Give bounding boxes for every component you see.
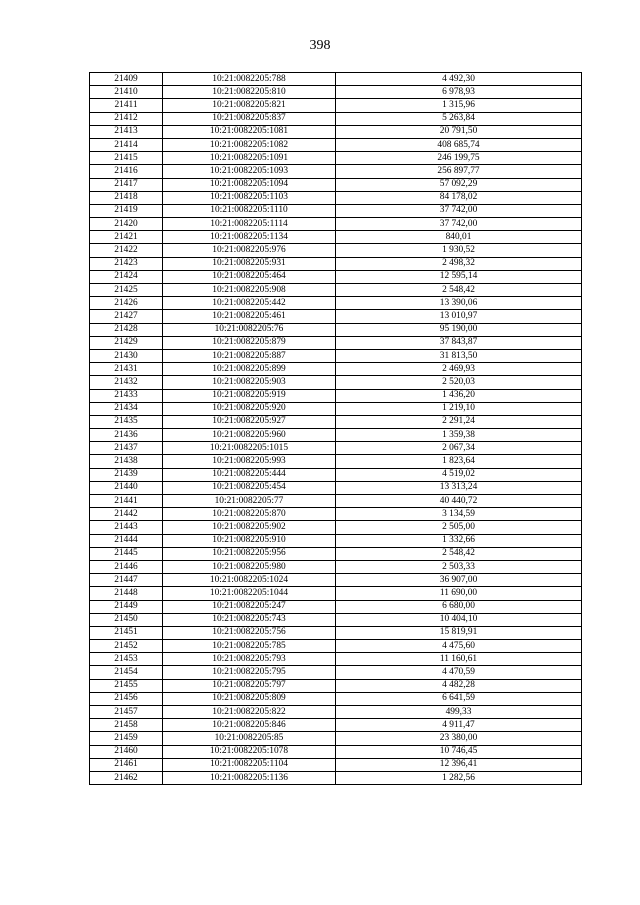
- row-number-cell: 21409: [90, 73, 163, 86]
- amount-cell: 2 067,34: [336, 442, 582, 455]
- cadastral-number-cell: 10:21:0082205:920: [163, 402, 336, 415]
- cadastral-number-cell: 10:21:0082205:931: [163, 257, 336, 270]
- row-number-cell: 21426: [90, 297, 163, 310]
- row-number-cell: 21444: [90, 534, 163, 547]
- amount-cell: 36 907,00: [336, 574, 582, 587]
- row-number-cell: 21441: [90, 495, 163, 508]
- row-number-cell: 21460: [90, 745, 163, 758]
- row-number-cell: 21417: [90, 178, 163, 191]
- table-row: [90, 73, 582, 86]
- cadastral-number-cell: 10:21:0082205:793: [163, 653, 336, 666]
- table-row: [90, 218, 582, 231]
- amount-cell: 1 823,64: [336, 455, 582, 468]
- row-number-cell: 21418: [90, 191, 163, 204]
- cadastral-number-cell: 10:21:0082205:785: [163, 640, 336, 653]
- table-row: [90, 534, 582, 547]
- table-row: [90, 336, 582, 349]
- amount-cell: 1 332,66: [336, 534, 582, 547]
- row-number-cell: 21411: [90, 99, 163, 112]
- row-number-cell: 21449: [90, 600, 163, 613]
- table-row: [90, 349, 582, 362]
- cadastral-number-cell: 10:21:0082205:1015: [163, 442, 336, 455]
- amount-cell: 1 930,52: [336, 244, 582, 257]
- cadastral-number-cell: 10:21:0082205:1024: [163, 574, 336, 587]
- amount-cell: 2 498,32: [336, 257, 582, 270]
- amount-cell: 2 505,00: [336, 521, 582, 534]
- row-number-cell: 21459: [90, 732, 163, 745]
- cadastral-number-cell: 10:21:0082205:743: [163, 613, 336, 626]
- cadastral-number-cell: 10:21:0082205:1114: [163, 218, 336, 231]
- table-row: [90, 468, 582, 481]
- cadastral-number-cell: 10:21:0082205:756: [163, 626, 336, 639]
- cadastral-number-cell: 10:21:0082205:810: [163, 86, 336, 99]
- amount-cell: 37 742,00: [336, 204, 582, 217]
- table-row: [90, 310, 582, 323]
- cadastral-number-cell: 10:21:0082205:76: [163, 323, 336, 336]
- table-row: [90, 771, 582, 784]
- table-row: [90, 112, 582, 125]
- amount-cell: 12 396,41: [336, 758, 582, 771]
- row-number-cell: 21428: [90, 323, 163, 336]
- amount-cell: 11 690,00: [336, 587, 582, 600]
- amount-cell: 499,33: [336, 706, 582, 719]
- amount-cell: 840,01: [336, 231, 582, 244]
- table-row: [90, 125, 582, 138]
- cadastral-number-cell: 10:21:0082205:809: [163, 692, 336, 705]
- amount-cell: 2 503,33: [336, 560, 582, 573]
- table-row: [90, 679, 582, 692]
- table-row: [90, 415, 582, 428]
- table-row: [90, 86, 582, 99]
- cadastral-number-cell: 10:21:0082205:1110: [163, 204, 336, 217]
- row-number-cell: 21412: [90, 112, 163, 125]
- amount-cell: 4 492,30: [336, 73, 582, 86]
- amount-cell: 1 359,38: [336, 429, 582, 442]
- table-row: [90, 600, 582, 613]
- cadastral-number-cell: 10:21:0082205:1134: [163, 231, 336, 244]
- cadastral-number-cell: 10:21:0082205:454: [163, 481, 336, 494]
- amount-cell: 2 548,42: [336, 284, 582, 297]
- amount-cell: 12 595,14: [336, 270, 582, 283]
- cadastral-number-cell: 10:21:0082205:879: [163, 336, 336, 349]
- table-row: [90, 574, 582, 587]
- cadastral-number-cell: 10:21:0082205:797: [163, 679, 336, 692]
- row-number-cell: 21442: [90, 508, 163, 521]
- amount-cell: 20 791,50: [336, 125, 582, 138]
- amount-cell: 4 475,60: [336, 640, 582, 653]
- cadastral-number-cell: 10:21:0082205:85: [163, 732, 336, 745]
- table-row: [90, 152, 582, 165]
- cadastral-number-cell: 10:21:0082205:956: [163, 547, 336, 560]
- amount-cell: 3 134,59: [336, 508, 582, 521]
- cadastral-number-cell: 10:21:0082205:1094: [163, 178, 336, 191]
- amount-cell: 31 813,50: [336, 349, 582, 362]
- row-number-cell: 21451: [90, 626, 163, 639]
- row-number-cell: 21431: [90, 363, 163, 376]
- table-row: [90, 363, 582, 376]
- row-number-cell: 21410: [90, 86, 163, 99]
- cadastral-number-cell: 10:21:0082205:899: [163, 363, 336, 376]
- cadastral-number-cell: 10:21:0082205:1091: [163, 152, 336, 165]
- cadastral-number-cell: 10:21:0082205:870: [163, 508, 336, 521]
- amount-cell: 23 380,00: [336, 732, 582, 745]
- table-row: [90, 508, 582, 521]
- row-number-cell: 21455: [90, 679, 163, 692]
- cadastral-number-cell: 10:21:0082205:1078: [163, 745, 336, 758]
- amount-cell: 1 436,20: [336, 389, 582, 402]
- row-number-cell: 21415: [90, 152, 163, 165]
- amount-cell: 11 160,61: [336, 653, 582, 666]
- row-number-cell: 21435: [90, 415, 163, 428]
- table-row: [90, 653, 582, 666]
- data-table: [89, 72, 582, 785]
- row-number-cell: 21423: [90, 257, 163, 270]
- cadastral-number-cell: 10:21:0082205:1044: [163, 587, 336, 600]
- row-number-cell: 21445: [90, 547, 163, 560]
- cadastral-number-cell: 10:21:0082205:1104: [163, 758, 336, 771]
- amount-cell: 10 746,45: [336, 745, 582, 758]
- table-row: [90, 587, 582, 600]
- cadastral-number-cell: 10:21:0082205:976: [163, 244, 336, 257]
- table-row: [90, 99, 582, 112]
- cadastral-number-cell: 10:21:0082205:927: [163, 415, 336, 428]
- amount-cell: 95 190,00: [336, 323, 582, 336]
- cadastral-number-cell: 10:21:0082205:1136: [163, 771, 336, 784]
- cadastral-number-cell: 10:21:0082205:464: [163, 270, 336, 283]
- cadastral-number-cell: 10:21:0082205:910: [163, 534, 336, 547]
- amount-cell: 4 482,28: [336, 679, 582, 692]
- table-row: [90, 402, 582, 415]
- row-number-cell: 21422: [90, 244, 163, 257]
- amount-cell: 6 680,00: [336, 600, 582, 613]
- table-row: [90, 323, 582, 336]
- table-row: [90, 165, 582, 178]
- row-number-cell: 21427: [90, 310, 163, 323]
- amount-cell: 1 315,96: [336, 99, 582, 112]
- cadastral-number-cell: 10:21:0082205:444: [163, 468, 336, 481]
- table-row: [90, 389, 582, 402]
- row-number-cell: 21413: [90, 125, 163, 138]
- row-number-cell: 21438: [90, 455, 163, 468]
- row-number-cell: 21433: [90, 389, 163, 402]
- row-number-cell: 21425: [90, 284, 163, 297]
- cadastral-number-cell: 10:21:0082205:795: [163, 666, 336, 679]
- amount-cell: 4 519,02: [336, 468, 582, 481]
- table-row: [90, 666, 582, 679]
- row-number-cell: 21446: [90, 560, 163, 573]
- row-number-cell: 21452: [90, 640, 163, 653]
- amount-cell: 84 178,02: [336, 191, 582, 204]
- table-row: [90, 376, 582, 389]
- cadastral-number-cell: 10:21:0082205:1082: [163, 138, 336, 151]
- row-number-cell: 21414: [90, 138, 163, 151]
- table-row: [90, 455, 582, 468]
- table-row: [90, 626, 582, 639]
- row-number-cell: 21461: [90, 758, 163, 771]
- table-row: [90, 204, 582, 217]
- row-number-cell: 21439: [90, 468, 163, 481]
- row-number-cell: 21443: [90, 521, 163, 534]
- table-row: [90, 547, 582, 560]
- table-row: [90, 138, 582, 151]
- cadastral-number-cell: 10:21:0082205:902: [163, 521, 336, 534]
- amount-cell: 2 291,24: [336, 415, 582, 428]
- row-number-cell: 21457: [90, 706, 163, 719]
- amount-cell: 37 843,87: [336, 336, 582, 349]
- row-number-cell: 21456: [90, 692, 163, 705]
- cadastral-number-cell: 10:21:0082205:461: [163, 310, 336, 323]
- table-row: [90, 178, 582, 191]
- cadastral-number-cell: 10:21:0082205:247: [163, 600, 336, 613]
- table-row: [90, 758, 582, 771]
- row-number-cell: 21462: [90, 771, 163, 784]
- amount-cell: 2 548,42: [336, 547, 582, 560]
- row-number-cell: 21447: [90, 574, 163, 587]
- page-number: 398: [309, 38, 331, 53]
- amount-cell: 246 199,75: [336, 152, 582, 165]
- cadastral-number-cell: 10:21:0082205:980: [163, 560, 336, 573]
- table-row: [90, 244, 582, 257]
- cadastral-number-cell: 10:21:0082205:908: [163, 284, 336, 297]
- row-number-cell: 21432: [90, 376, 163, 389]
- table-row: [90, 429, 582, 442]
- table-row: [90, 706, 582, 719]
- amount-cell: 5 263,84: [336, 112, 582, 125]
- row-number-cell: 21436: [90, 429, 163, 442]
- cadastral-number-cell: 10:21:0082205:77: [163, 495, 336, 508]
- table-row: [90, 481, 582, 494]
- table-row: [90, 692, 582, 705]
- amount-cell: 15 819,91: [336, 626, 582, 639]
- row-number-cell: 21421: [90, 231, 163, 244]
- cadastral-number-cell: 10:21:0082205:821: [163, 99, 336, 112]
- table-row: [90, 297, 582, 310]
- row-number-cell: 21450: [90, 613, 163, 626]
- amount-cell: 6 641,59: [336, 692, 582, 705]
- cadastral-number-cell: 10:21:0082205:1081: [163, 125, 336, 138]
- amount-cell: 37 742,00: [336, 218, 582, 231]
- amount-cell: 10 404,10: [336, 613, 582, 626]
- cadastral-number-cell: 10:21:0082205:1103: [163, 191, 336, 204]
- table-row: [90, 560, 582, 573]
- row-number-cell: 21453: [90, 653, 163, 666]
- cadastral-number-cell: 10:21:0082205:442: [163, 297, 336, 310]
- cadastral-number-cell: 10:21:0082205:993: [163, 455, 336, 468]
- row-number-cell: 21429: [90, 336, 163, 349]
- amount-cell: 13 390,06: [336, 297, 582, 310]
- row-number-cell: 21424: [90, 270, 163, 283]
- row-number-cell: 21448: [90, 587, 163, 600]
- amount-cell: 256 897,77: [336, 165, 582, 178]
- amount-cell: 2 520,03: [336, 376, 582, 389]
- row-number-cell: 21458: [90, 719, 163, 732]
- amount-cell: 4 911,47: [336, 719, 582, 732]
- amount-cell: 408 685,74: [336, 138, 582, 151]
- row-number-cell: 21437: [90, 442, 163, 455]
- amount-cell: 2 469,93: [336, 363, 582, 376]
- table-body: [90, 73, 582, 785]
- table-row: [90, 191, 582, 204]
- amount-cell: 13 010,97: [336, 310, 582, 323]
- cadastral-number-cell: 10:21:0082205:887: [163, 349, 336, 362]
- cadastral-number-cell: 10:21:0082205:960: [163, 429, 336, 442]
- table-row: [90, 284, 582, 297]
- table-row: [90, 613, 582, 626]
- row-number-cell: 21430: [90, 349, 163, 362]
- table-row: [90, 270, 582, 283]
- table-row: [90, 745, 582, 758]
- row-number-cell: 21440: [90, 481, 163, 494]
- table-row: [90, 231, 582, 244]
- table-row: [90, 719, 582, 732]
- amount-cell: 4 470,59: [336, 666, 582, 679]
- amount-cell: 1 282,56: [336, 771, 582, 784]
- row-number-cell: 21454: [90, 666, 163, 679]
- table-row: [90, 442, 582, 455]
- row-number-cell: 21420: [90, 218, 163, 231]
- table-row: [90, 732, 582, 745]
- cadastral-number-cell: 10:21:0082205:846: [163, 719, 336, 732]
- table-row: [90, 495, 582, 508]
- row-number-cell: 21434: [90, 402, 163, 415]
- amount-cell: 1 219,10: [336, 402, 582, 415]
- row-number-cell: 21416: [90, 165, 163, 178]
- cadastral-number-cell: 10:21:0082205:919: [163, 389, 336, 402]
- cadastral-number-cell: 10:21:0082205:822: [163, 706, 336, 719]
- cadastral-number-cell: 10:21:0082205:1093: [163, 165, 336, 178]
- amount-cell: 40 440,72: [336, 495, 582, 508]
- amount-cell: 13 313,24: [336, 481, 582, 494]
- cadastral-number-cell: 10:21:0082205:903: [163, 376, 336, 389]
- cadastral-number-cell: 10:21:0082205:837: [163, 112, 336, 125]
- cadastral-number-cell: 10:21:0082205:788: [163, 73, 336, 86]
- amount-cell: 57 092,29: [336, 178, 582, 191]
- table-row: [90, 521, 582, 534]
- row-number-cell: 21419: [90, 204, 163, 217]
- table-row: [90, 640, 582, 653]
- table-row: [90, 257, 582, 270]
- amount-cell: 6 978,93: [336, 86, 582, 99]
